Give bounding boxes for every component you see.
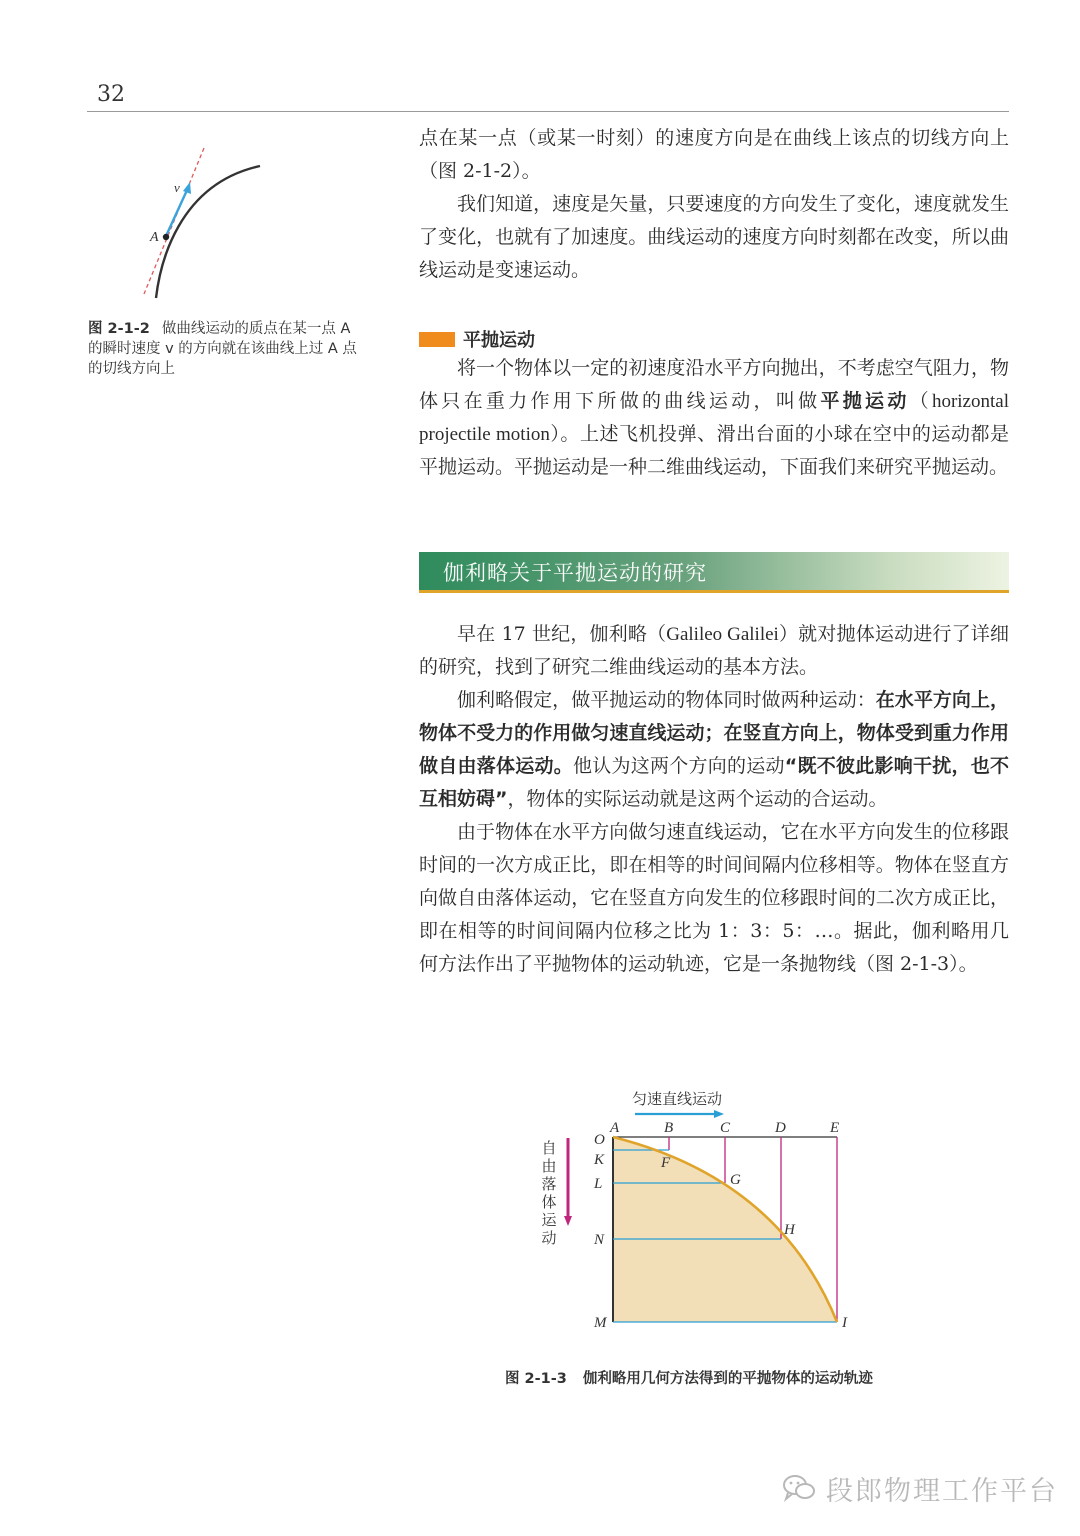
vertical-label-char: 动 [541, 1229, 557, 1247]
point-label-f: F [661, 1155, 671, 1171]
point-label-n: N [594, 1232, 605, 1248]
section-banner [419, 552, 1009, 593]
vertical-arrowhead [564, 1216, 572, 1226]
point-a-dot [163, 234, 169, 240]
text-run: 早在 17 世纪，伽利略（ [457, 623, 667, 645]
point-label-g: G [730, 1172, 741, 1188]
horizontal-label: 匀速直线运动 [632, 1090, 723, 1108]
watermark-text: 段郎物理工作平台 [826, 1475, 1058, 1507]
section-marker [419, 332, 455, 347]
velocity-arrowhead [183, 182, 191, 194]
point-label-l: L [594, 1176, 603, 1192]
figure-2-1-2-caption [88, 319, 368, 379]
text-run: 他认为这两个方向的运动 [573, 755, 785, 777]
figure-2-1-3-caption [505, 1367, 873, 1388]
galileo-text [419, 618, 1009, 981]
point-label-e: E [830, 1120, 840, 1136]
intro-paragraph-1: 点在某一点（或某一时刻）的速度方向是在曲线上该点的切线方向上（图 2-1-2）。 [419, 127, 1009, 182]
english-term: horizontal projectile motion [419, 391, 1009, 445]
point-label-o: O [594, 1132, 605, 1148]
bold-quote: “既不彼此影响干扰，也不互相妨碍” [419, 755, 1009, 810]
point-label-h: H [784, 1222, 795, 1238]
galileo-paragraph-3: 由于物体在水平方向做匀速直线运动，它在水平方向发生的位移跟时间的一次方成正比，即在相等的时间间隔内位移相等。物体在竖直方向做自由落体运动，它在竖直方向发生的位移跟时间的二次方成正比，即在相等的时间间隔内位移之比为 1：3：5：…。据此，伽利略用几何方法作出了平抛物体的运动轨迹，它是一条抛物线（图 2-1-3）。 [419, 821, 1009, 975]
caption-number: 图 2-1-3 [505, 1371, 567, 1387]
text-run: 伽利略假定，做平抛运动的物体同时做两种运动： [457, 689, 876, 711]
point-label-d: D [775, 1120, 786, 1136]
text-run: ）。上述飞机投弹、滑出台面的小球在空中的运动都是平抛运动。平抛运动是一种二维曲线运动，下面我们来研究平抛运动。 [419, 423, 1009, 478]
vertical-label-char: 运 [541, 1211, 557, 1229]
banner-title: 伽利略关于平抛运动的研究 [443, 561, 707, 585]
vertical-label-char: 体 [541, 1193, 557, 1211]
label-a: A [150, 230, 159, 245]
watermark [782, 1468, 1058, 1508]
term-projectile: 平抛运动 [820, 390, 910, 412]
point-label-m: M [594, 1315, 607, 1331]
bold-statement: 在水平方向上，物体不受力的作用做匀速直线运动；在竖直方向上，物体受到重力作用做自由落体运动。 [419, 689, 1009, 777]
text-run: ，物体的实际运动就是这两个运动的合运动。 [507, 788, 888, 810]
caption-text: 伽利略用几何方法得到的平抛物体的运动轨迹 [582, 1371, 873, 1387]
vertical-label-char: 由 [541, 1157, 557, 1175]
wechat-icon [782, 1473, 816, 1503]
section-heading-projectile [419, 328, 535, 350]
intro-paragraph-2: 我们知道，速度是矢量，只要速度的方向发生了变化，速度就发生了变化，也就有了加速度。曲线运动的速度方向时刻都在改变，所以曲线运动是变速运动。 [419, 193, 1009, 281]
galileo-name: Galileo Galilei [666, 624, 779, 645]
figure-2-1-3 [520, 1080, 860, 1350]
section-heading-text: 平抛运动 [463, 330, 535, 351]
text-run: （ [909, 390, 932, 412]
text-run: ）就对抛体运动进行了详细的研究，找到了研究二维曲线运动的基本方法。 [419, 623, 1009, 678]
vertical-label-char: 自 [541, 1139, 557, 1157]
galileo-paragraph-2 [419, 684, 1009, 816]
point-label-k: K [594, 1152, 605, 1168]
header-rule [87, 111, 1009, 112]
caption-text: 做曲线运动的质点在某一点 A 的瞬时速度 v 的方向就在该曲线上过 A 点的切线方向上 [88, 321, 357, 377]
curve [156, 166, 260, 298]
text-run: 将一个物体以一定的初速度沿水平方向抛出，不考虑空气阻力，物体只在重力作用下所做的曲线运动，叫做 [419, 357, 1009, 412]
label-v: v [174, 180, 180, 195]
figure-2-1-2 [138, 144, 268, 304]
point-label-b: B [664, 1120, 674, 1136]
galileo-paragraph-1 [419, 618, 1009, 684]
vertical-label-char: 落 [541, 1175, 557, 1193]
point-label-a: A [610, 1120, 620, 1136]
caption-number: 图 2-1-2 [88, 321, 150, 337]
projectile-text [419, 352, 1009, 484]
intro-text [419, 122, 1009, 287]
page-number: 32 [97, 82, 125, 107]
projectile-paragraph [419, 352, 1009, 484]
horizontal-arrowhead [714, 1110, 724, 1118]
point-label-c: C [720, 1120, 731, 1136]
point-label-i: I [842, 1315, 847, 1331]
